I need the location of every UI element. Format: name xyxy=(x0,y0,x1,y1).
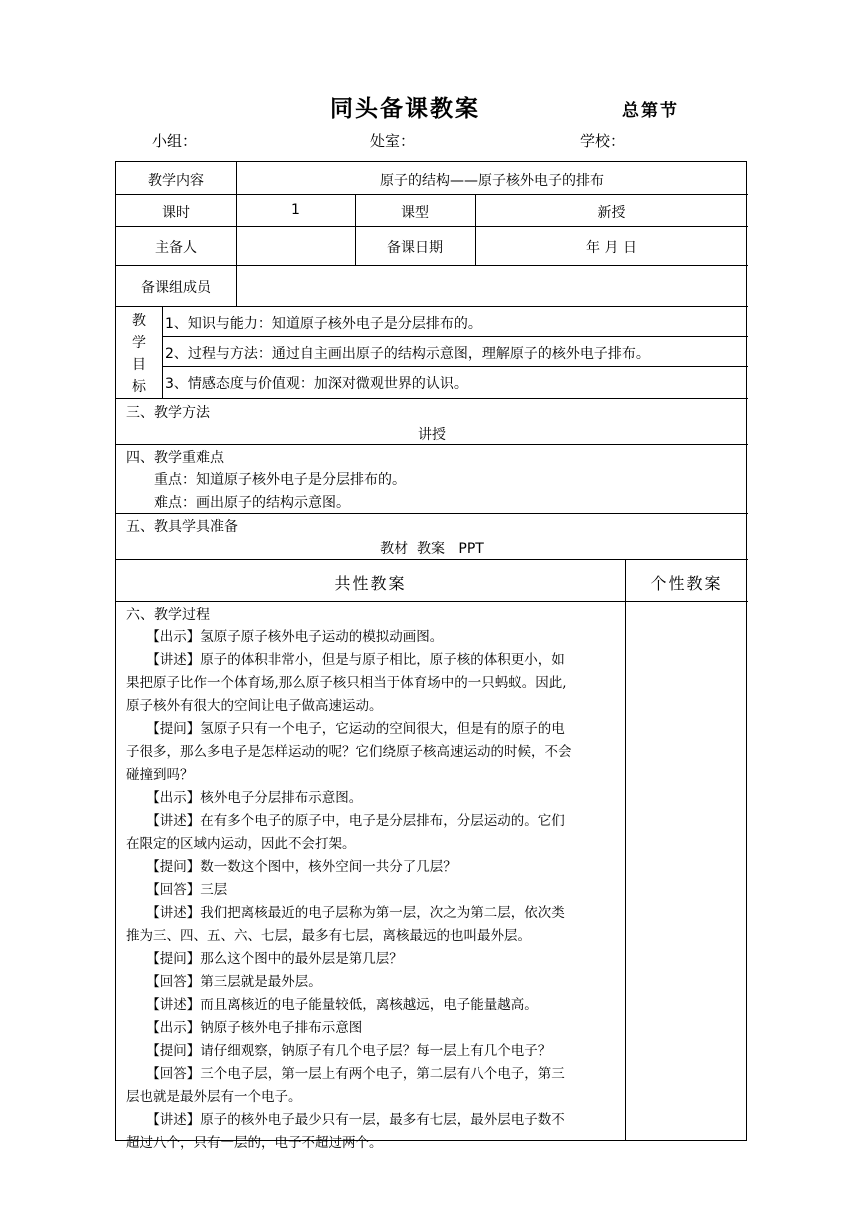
process-line: 【讲述】在有多个电子的原子中，电子是分层排布，分层运动的。它们 xyxy=(126,813,565,829)
process-line: 推为三、四、五、六、七层，最多有七层，离核最远的也叫最外层。 xyxy=(126,928,531,944)
process-line: 【出示】钠原子核外电子排布示意图 xyxy=(126,1020,363,1036)
office-label: 处室： xyxy=(370,132,416,150)
process-line: 【讲述】我们把离核最近的电子层称为第一层，次之为第二层，依次类 xyxy=(126,905,565,921)
personal-plan-header: 个性教案 xyxy=(650,574,723,593)
process-line: 在限定的区域内运动，因此不会打架。 xyxy=(126,836,356,852)
content-label: 教学内容 xyxy=(148,173,204,189)
hard-point: 难点：画出原子的结构示意图。 xyxy=(154,495,350,511)
process-line: 【提问】氢原子只有一个电子，它运动的空间很大，但是有的原子的电 xyxy=(126,721,565,737)
period-value: 1 xyxy=(291,202,300,218)
type-value: 新授 xyxy=(597,205,626,221)
process-line: 【提问】那么这个图中的最外层是第几层？ xyxy=(126,951,403,967)
period-label: 课时 xyxy=(162,205,190,221)
common-plan-header: 共性教案 xyxy=(334,574,407,593)
members-label: 备课组成员 xyxy=(141,280,211,296)
tools-heading: 五、教具学具准备 xyxy=(126,519,238,535)
objective-item: 1、知识与能力：知道原子核外电子是分层排布的。 xyxy=(165,316,482,332)
difficulty-heading: 四、教学重难点 xyxy=(126,450,224,466)
process-heading: 六、教学过程 xyxy=(126,607,210,623)
process-line: 果把原子比作一个体育场,那么原子核只相当于体育场中的一只蚂蚁。因此, xyxy=(126,675,567,691)
process-line: 【提问】请仔细观察，钠原子有几个电子层？每一层上有几个电子？ xyxy=(126,1043,552,1059)
preparer-label: 主备人 xyxy=(155,240,197,256)
type-label: 课型 xyxy=(401,205,429,221)
total-section-label: 总第节 xyxy=(622,101,679,121)
date-value: 年 月 日 xyxy=(586,240,637,256)
process-line: 【讲述】原子的核外电子最少只有一层，最多有七层，最外层电子数不 xyxy=(126,1112,565,1128)
process-line: 【出示】氢原子原子核外电子运动的模拟动画图。 xyxy=(126,629,444,645)
objectives-label: 教 学 目 标 xyxy=(132,313,146,395)
content-value: 原子的结构——原子核外电子的排布 xyxy=(380,173,604,189)
objective-item: 3、情感态度与价值观：加深对微观世界的认识。 xyxy=(165,376,468,392)
process-line: 超过八个，只有一层的，电子不超过两个。 xyxy=(126,1135,383,1151)
process-line: 子很多，那么多电子是怎样运动的呢？它们绕原子核高速运动的时候，不会 xyxy=(126,744,572,760)
process-line: 原子核外有很大的空间让电子做高速运动。 xyxy=(126,698,383,714)
process-line: 【回答】第三层就是最外层。 xyxy=(126,974,322,990)
process-line: 【提问】数一数这个图中，核外空间一共分了几层？ xyxy=(126,859,457,875)
objective-item: 2、过程与方法：通过自主画出原子的结构示意图，理解原子的核外电子排布。 xyxy=(165,346,650,362)
page-title: 同头备课教案 xyxy=(330,96,480,122)
process-line: 【讲述】而且离核近的电子能量较低，离核越远，电子能量越高。 xyxy=(126,997,538,1013)
process-line: 【讲述】原子的体积非常小，但是与原子相比，原子核的体积更小，如 xyxy=(126,652,565,668)
process-line: 【回答】三层 xyxy=(126,882,228,898)
process-line: 层也就是最外层有一个电子。 xyxy=(126,1089,302,1105)
process-body xyxy=(126,626,622,1155)
lesson-plan-table xyxy=(115,161,747,1151)
process-line: 【出示】核外电子分层排布示意图。 xyxy=(126,790,363,806)
group-label: 小组： xyxy=(152,132,198,150)
process-line: 【回答】三个电子层，第一层上有两个电子，第二层有八个电子，第三 xyxy=(126,1066,565,1082)
date-label: 备课日期 xyxy=(387,240,443,256)
process-line: 碰撞到吗？ xyxy=(126,767,194,783)
method-heading: 三、教学方法 xyxy=(126,405,210,421)
key-point: 重点：知道原子核外电子是分层排布的。 xyxy=(154,472,406,488)
tools-value: 教材 教案 PPT xyxy=(380,541,484,557)
school-label: 学校： xyxy=(580,132,626,150)
method-value: 讲授 xyxy=(418,427,446,443)
